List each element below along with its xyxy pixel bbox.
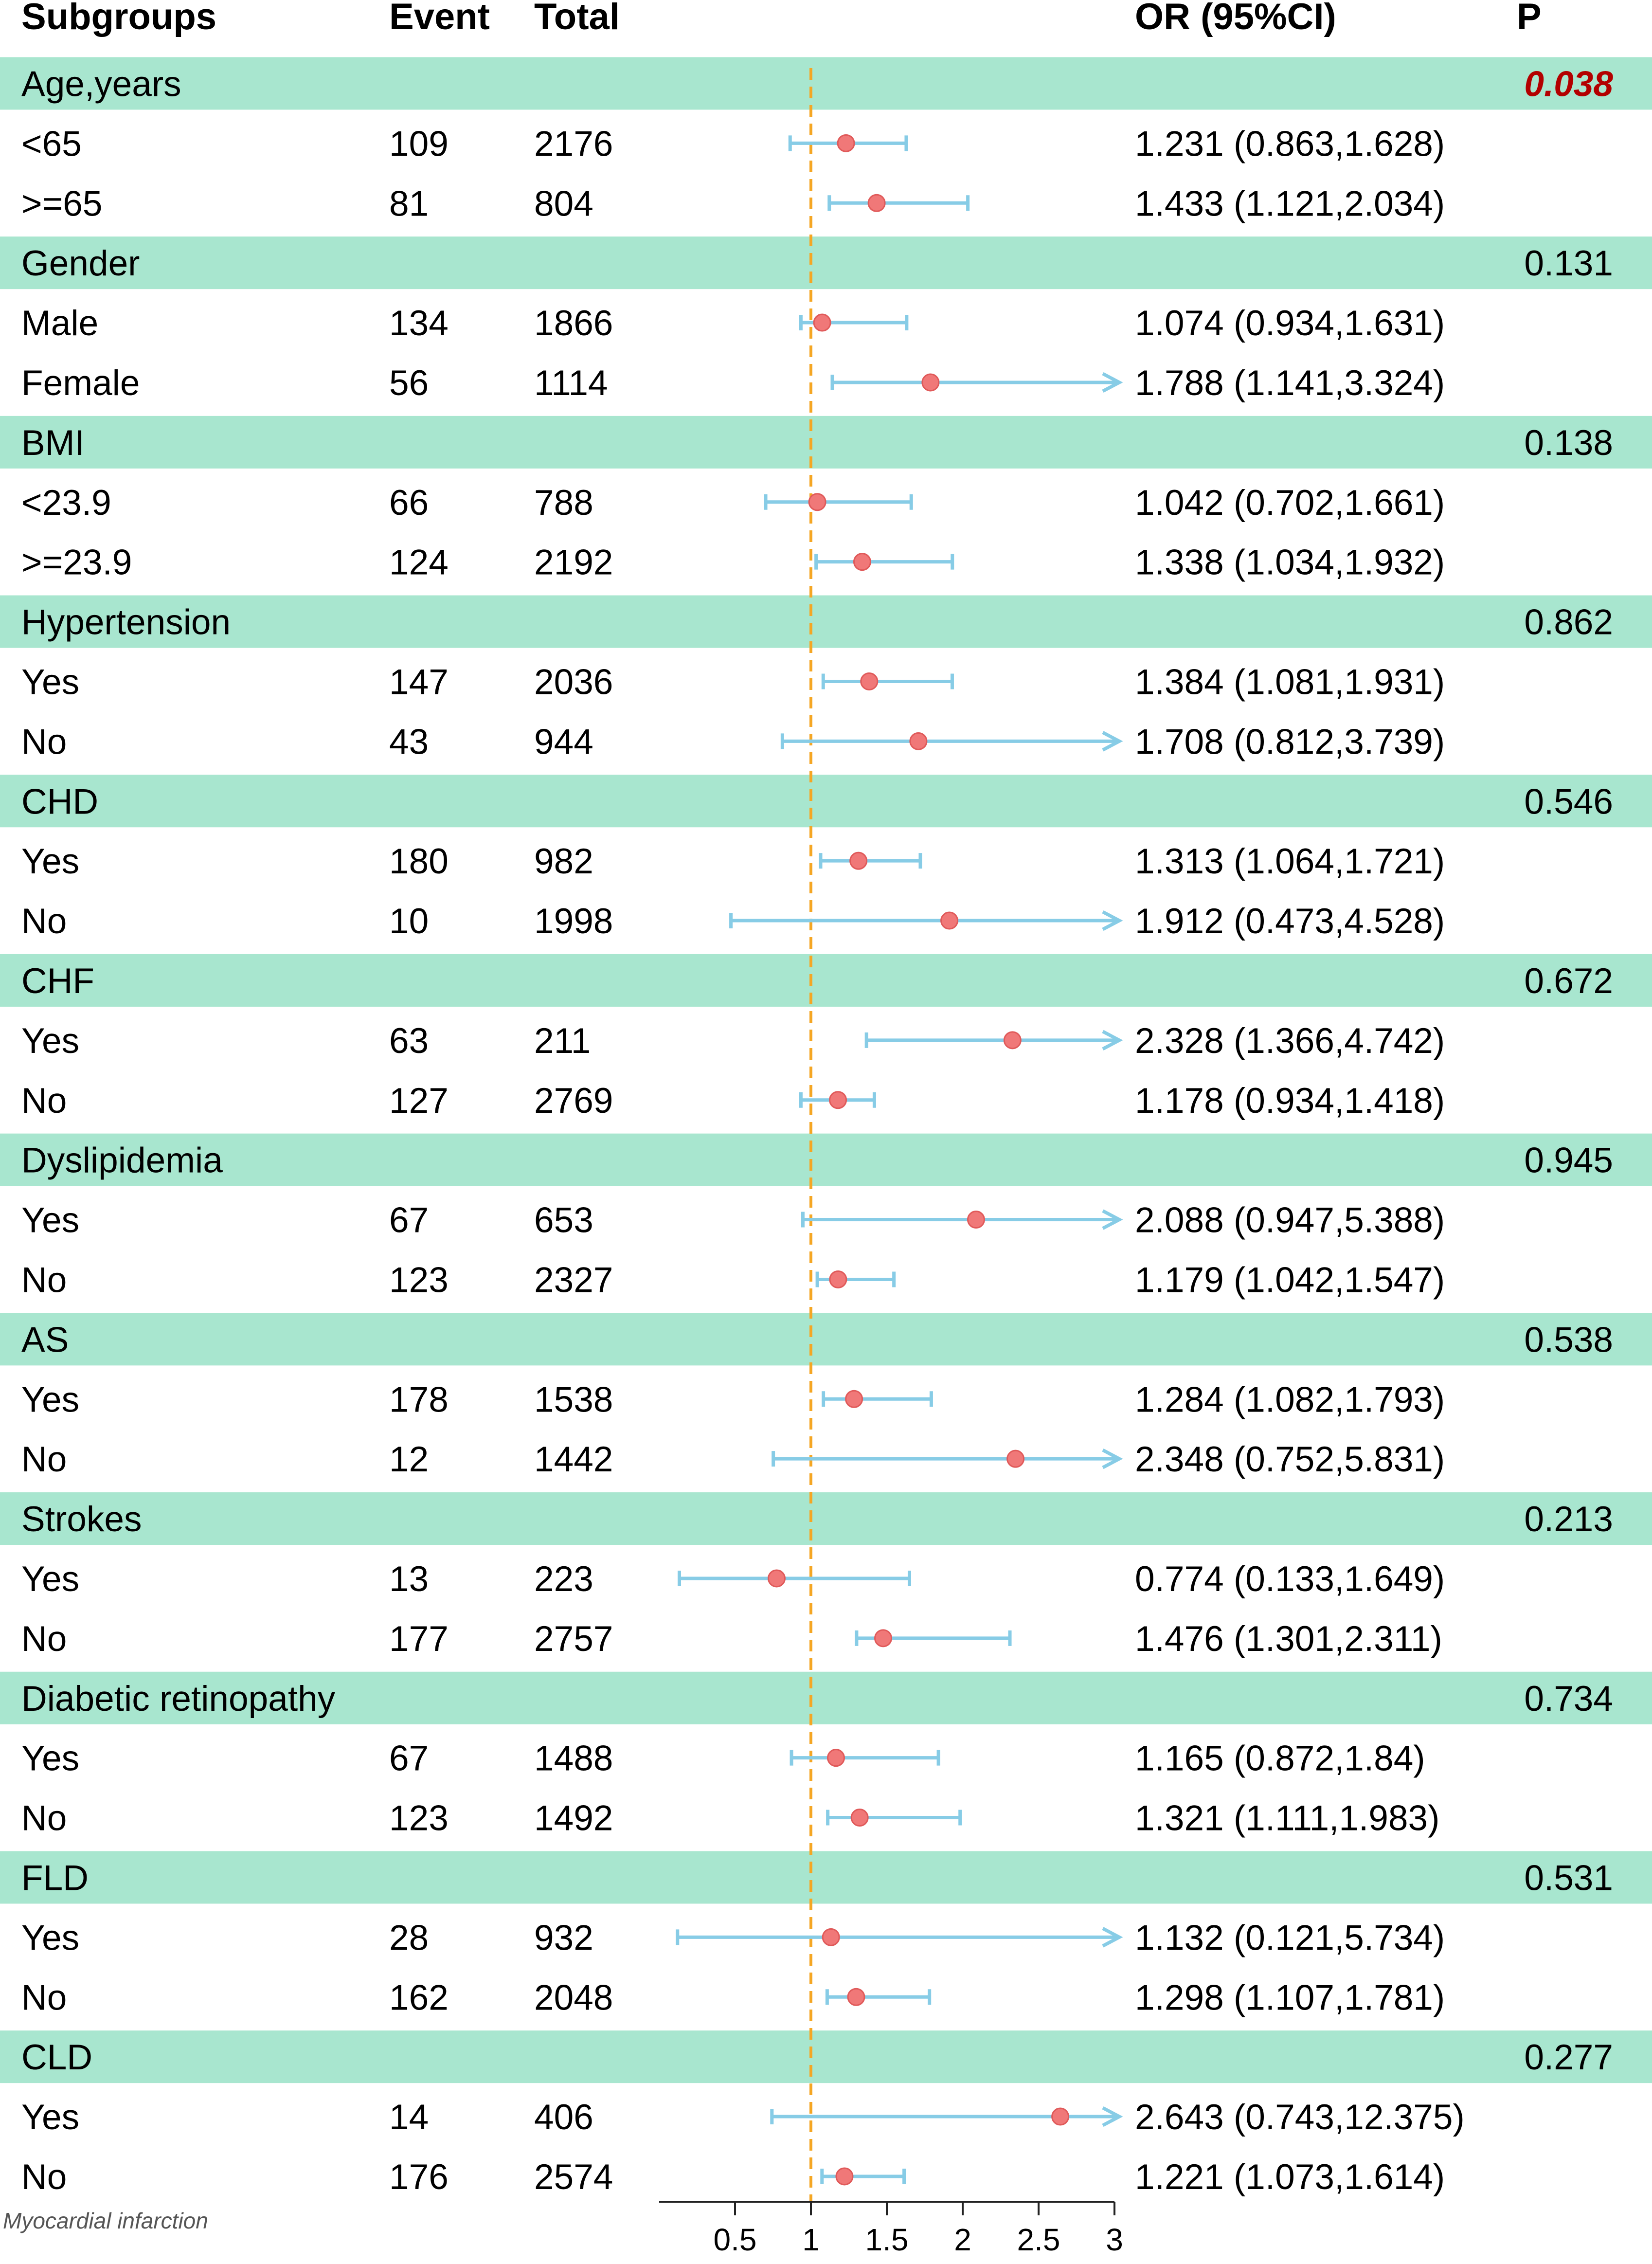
row-label: Yes (21, 1739, 80, 1778)
group-band (0, 236, 1652, 289)
point-estimate (830, 1092, 846, 1108)
row-or-ci: 1.284 (1.082,1.793) (1135, 1380, 1445, 1420)
point-estimate (838, 135, 854, 151)
header-or: OR (95%CI) (1135, 0, 1336, 37)
group-band (0, 2030, 1652, 2083)
group-p-value: 0.277 (1524, 2038, 1613, 2078)
row-or-ci: 2.643 (0.743,12.375) (1135, 2098, 1465, 2137)
group-band (0, 775, 1652, 827)
header-subgroups: Subgroups (21, 0, 217, 37)
row-event: 14 (389, 2098, 429, 2137)
footer-caption: Myocardial infarction (3, 2208, 208, 2233)
row-total: 2574 (534, 2157, 613, 2197)
row-total: 944 (534, 722, 593, 762)
point-estimate (836, 2168, 853, 2185)
header-event: Event (389, 0, 490, 37)
row-label: <23.9 (21, 483, 111, 523)
row-total: 932 (534, 1918, 593, 1958)
row-total: 804 (534, 184, 593, 224)
group-p-value: 0.945 (1524, 1141, 1613, 1180)
header-p: P (1517, 0, 1542, 37)
group-band (0, 57, 1652, 109)
group-name: Dyslipidemia (21, 1141, 223, 1180)
row-or-ci: 1.231 (0.863,1.628) (1135, 124, 1445, 164)
row-label: Yes (21, 2098, 80, 2137)
row-or-ci: 1.042 (0.702,1.661) (1135, 483, 1445, 523)
row-event: 176 (389, 2157, 449, 2197)
group-band (0, 954, 1652, 1007)
row-label: Male (21, 304, 99, 344)
point-estimate (968, 1212, 984, 1228)
group-p-value: 0.138 (1524, 423, 1613, 463)
axis-tick-label: 0.5 (713, 2222, 757, 2257)
point-estimate (910, 733, 927, 749)
row-total: 2769 (534, 1081, 613, 1121)
row-total: 223 (534, 1559, 593, 1599)
row-total: 2757 (534, 1619, 613, 1659)
row-or-ci: 0.774 (0.133,1.649) (1135, 1559, 1445, 1599)
row-total: 406 (534, 2098, 593, 2137)
row-event: 177 (389, 1619, 449, 1659)
row-event: 28 (389, 1918, 429, 1958)
group-band (0, 1134, 1652, 1186)
row-total: 1492 (534, 1798, 613, 1838)
axis-tick-label: 2.5 (1017, 2222, 1060, 2257)
group-name: CHD (21, 782, 99, 822)
row-total: 982 (534, 842, 593, 882)
row-label: Yes (21, 1559, 80, 1599)
row-total: 1488 (534, 1739, 613, 1778)
row-or-ci: 1.788 (1.141,3.324) (1135, 363, 1445, 403)
group-band (0, 1313, 1652, 1365)
point-estimate (848, 1989, 864, 2005)
row-label: Yes (21, 1021, 80, 1061)
row-event: 81 (389, 184, 429, 224)
row-total: 2036 (534, 662, 613, 702)
group-name: CHF (21, 961, 95, 1001)
row-total: 2048 (534, 1978, 613, 2018)
row-label: No (21, 1978, 67, 2018)
point-estimate (875, 1630, 892, 1647)
point-estimate (1007, 1450, 1024, 1467)
row-or-ci: 1.165 (0.872,1.84) (1135, 1739, 1425, 1778)
row-event: 43 (389, 722, 429, 762)
row-or-ci: 1.476 (1.301,2.311) (1135, 1619, 1442, 1659)
row-or-ci: 1.433 (1.121,2.034) (1135, 184, 1445, 224)
axis-tick-label: 1.5 (865, 2222, 909, 2257)
group-p-value: 0.038 (1524, 64, 1613, 104)
row-event: 178 (389, 1380, 449, 1420)
row-total: 1538 (534, 1380, 613, 1420)
row-event: 109 (389, 124, 449, 164)
header-total: Total (534, 0, 620, 37)
row-or-ci: 1.708 (0.812,3.739) (1135, 722, 1445, 762)
row-total: 211 (534, 1021, 591, 1061)
row-event: 162 (389, 1978, 449, 2018)
row-event: 12 (389, 1440, 429, 1480)
group-name: Strokes (21, 1500, 142, 1540)
row-label: Yes (21, 1380, 80, 1420)
group-p-value: 0.131 (1524, 244, 1613, 284)
group-p-value: 0.734 (1524, 1679, 1613, 1719)
row-label: No (21, 1081, 67, 1121)
group-p-value: 0.538 (1524, 1320, 1613, 1360)
point-estimate (922, 374, 939, 391)
row-or-ci: 1.179 (1.042,1.547) (1135, 1260, 1445, 1300)
row-event: 67 (389, 1739, 429, 1778)
group-name: Diabetic retinopathy (21, 1679, 336, 1719)
row-event: 127 (389, 1081, 449, 1121)
row-event: 10 (389, 902, 429, 942)
row-or-ci: 1.338 (1.034,1.932) (1135, 543, 1445, 582)
row-label: Yes (21, 842, 80, 882)
row-event: 67 (389, 1200, 429, 1240)
point-estimate (1052, 2108, 1069, 2125)
point-estimate (868, 195, 885, 211)
row-event: 56 (389, 363, 429, 403)
row-total: 2176 (534, 124, 613, 164)
group-p-value: 0.213 (1524, 1500, 1613, 1540)
point-estimate (850, 852, 867, 869)
row-label: Yes (21, 1918, 80, 1958)
row-label: No (21, 1260, 67, 1300)
row-event: 123 (389, 1798, 449, 1838)
axis-tick-label: 2 (954, 2222, 971, 2257)
row-label: >=23.9 (21, 543, 132, 582)
row-total: 2192 (534, 543, 613, 582)
group-name: AS (21, 1320, 69, 1360)
group-p-value: 0.672 (1524, 961, 1613, 1001)
group-name: CLD (21, 2038, 93, 2078)
point-estimate (830, 1271, 846, 1287)
row-or-ci: 1.298 (1.107,1.781) (1135, 1978, 1445, 2018)
row-label: No (21, 1798, 67, 1838)
point-estimate (851, 1810, 868, 1826)
point-estimate (861, 673, 878, 689)
row-total: 1866 (534, 304, 613, 344)
row-label: Yes (21, 1200, 80, 1240)
row-or-ci: 1.221 (1.073,1.614) (1135, 2157, 1445, 2197)
point-estimate (809, 494, 826, 510)
row-label: No (21, 1619, 67, 1659)
group-name: BMI (21, 423, 85, 463)
point-estimate (941, 912, 958, 929)
point-estimate (1004, 1032, 1021, 1049)
group-name: FLD (21, 1858, 89, 1898)
row-event: 66 (389, 483, 429, 523)
group-name: Gender (21, 244, 140, 284)
row-label: No (21, 902, 67, 942)
row-event: 134 (389, 304, 449, 344)
axis-tick-label: 3 (1106, 2222, 1123, 2257)
group-band (0, 596, 1652, 648)
row-or-ci: 1.313 (1.064,1.721) (1135, 842, 1445, 882)
row-or-ci: 1.132 (0.121,5.734) (1135, 1918, 1445, 1958)
point-estimate (814, 314, 830, 331)
row-label: Female (21, 363, 140, 403)
group-band (0, 416, 1652, 469)
row-event: 123 (389, 1260, 449, 1300)
group-name: Hypertension (21, 602, 231, 642)
row-label: Yes (21, 662, 80, 702)
group-name: Age,years (21, 64, 181, 104)
row-or-ci: 1.321 (1.111,1.983) (1135, 1798, 1440, 1838)
row-total: 1998 (534, 902, 613, 942)
row-or-ci: 2.088 (0.947,5.388) (1135, 1200, 1445, 1240)
row-total: 1442 (534, 1440, 613, 1480)
row-label: <65 (21, 124, 82, 164)
row-event: 124 (389, 543, 449, 582)
point-estimate (768, 1570, 785, 1587)
point-estimate (846, 1391, 862, 1407)
row-event: 180 (389, 842, 449, 882)
group-p-value: 0.862 (1524, 602, 1613, 642)
row-total: 1114 (534, 363, 608, 403)
row-total: 2327 (534, 1260, 613, 1300)
point-estimate (854, 554, 870, 570)
group-p-value: 0.546 (1524, 782, 1613, 822)
row-label: No (21, 1440, 67, 1480)
row-or-ci: 2.348 (0.752,5.831) (1135, 1440, 1445, 1480)
row-or-ci: 2.328 (1.366,4.742) (1135, 1021, 1445, 1061)
group-band (0, 1851, 1652, 1903)
point-estimate (823, 1929, 839, 1945)
row-total: 653 (534, 1200, 593, 1240)
row-event: 147 (389, 662, 449, 702)
row-label: No (21, 2157, 67, 2197)
row-or-ci: 1.178 (0.934,1.418) (1135, 1081, 1445, 1121)
row-or-ci: 1.074 (0.934,1.631) (1135, 304, 1445, 344)
row-label: No (21, 722, 67, 762)
point-estimate (827, 1750, 844, 1766)
row-or-ci: 1.384 (1.081,1.931) (1135, 662, 1445, 702)
group-p-value: 0.531 (1524, 1858, 1613, 1898)
axis-tick-label: 1 (802, 2222, 820, 2257)
row-total: 788 (534, 483, 593, 523)
row-event: 63 (389, 1021, 429, 1061)
group-band (0, 1492, 1652, 1545)
row-label: >=65 (21, 184, 103, 224)
row-event: 13 (389, 1559, 429, 1599)
row-or-ci: 1.912 (0.473,4.528) (1135, 902, 1445, 942)
